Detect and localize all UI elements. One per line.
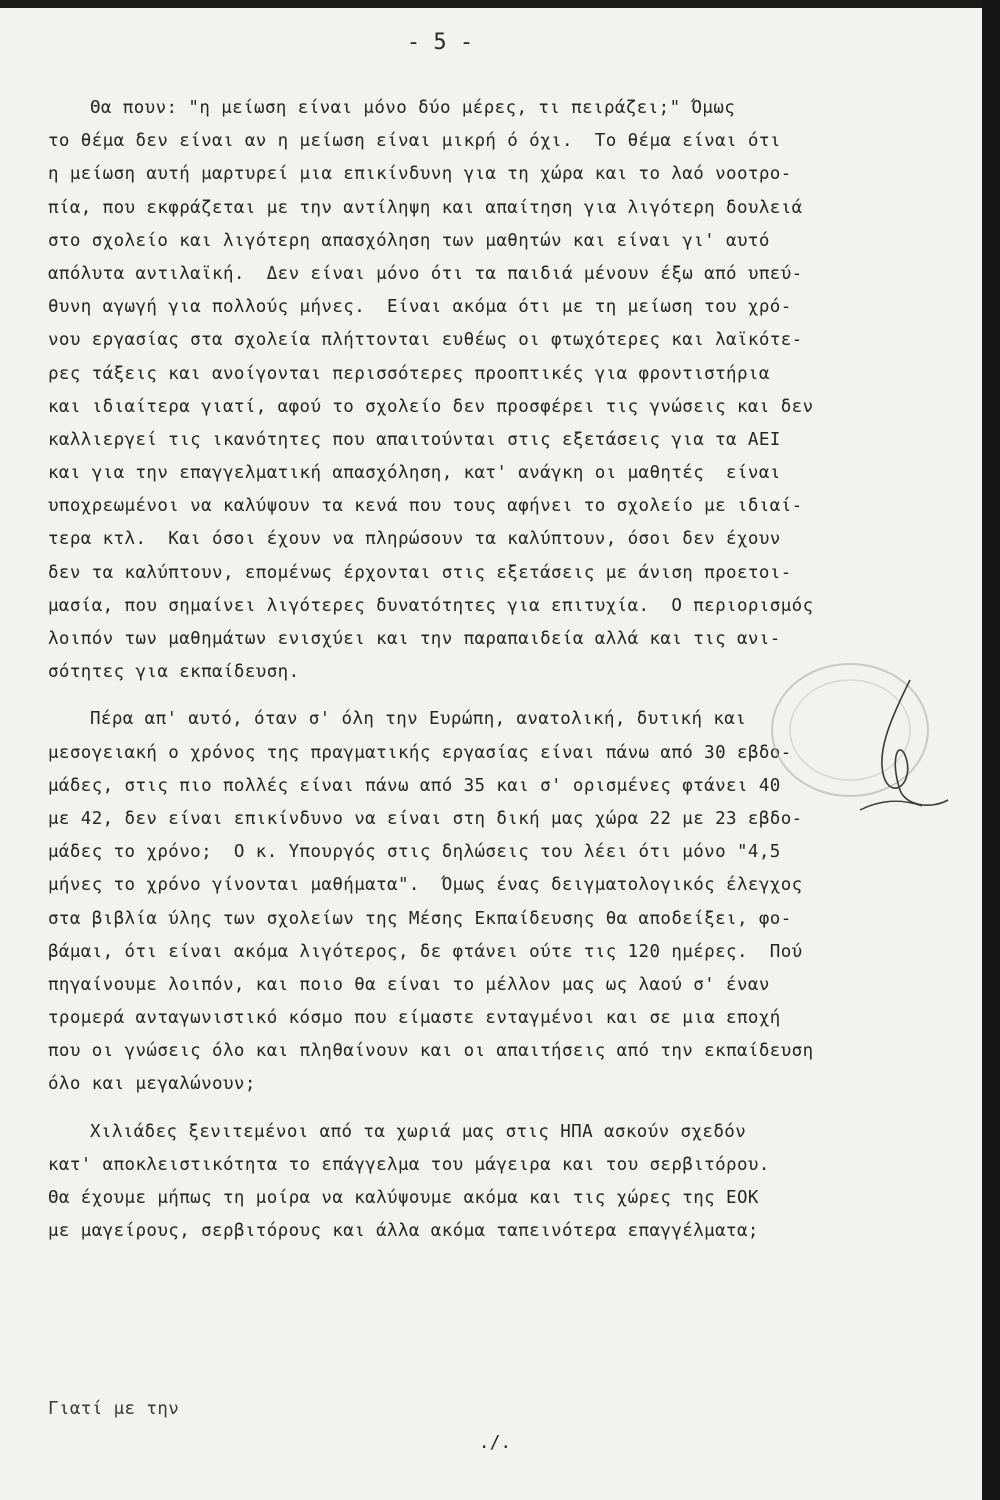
text-line: καλλιεργεί τις ικανότητες που απαιτούνται στις εξετάσεις για τα ΑΕΙ (48, 429, 781, 450)
text-line: το θέμα δεν είναι αν η μείωση είναι μικρή ό όχι. Το θέμα είναι ότι (48, 131, 781, 152)
text-line: με μαγείρους, σερβιτόρους και άλλα ακόμα ταπεινότερα επαγγέλματα; (48, 1221, 759, 1242)
text-line: μάδες το χρόνο; Ο κ. Υπουργός στις δηλώσεις του λέει ότι μόνο "4,5 (48, 842, 781, 863)
text-line: νου εργασίας στα σχολεία πλήττονται ευθέως οι φτωχότερες και λαϊκότε- (48, 330, 803, 351)
text-line: Θα έχουμε μήπως τη μοίρα να καλύψουμε ακόμα και τις χώρες της ΕΟΚ (48, 1188, 759, 1208)
text-line: μήνες το χρόνο γίνονται μαθήματα". Όμως ένας δειγματολογικός έλεγχος (48, 875, 803, 896)
text-line: μεσογειακή ο χρόνος της πραγματικής εργασίας είναι πάνω από 30 εβδο- (48, 742, 792, 763)
text-line: λοιπόν των μαθημάτων ενισχύει και την παραπαιδεία αλλά και τις ανι- (48, 629, 781, 649)
continuation-mark: ./. (478, 1432, 512, 1453)
text-line: τρομερά ανταγωνιστικό κόσμο που είμαστε ενταγμένοι και σε μια εποχή (48, 1008, 781, 1029)
text-line: σότητες για εκπαίδευση. (48, 662, 300, 683)
text-line: μάδες, στις πιο πολλές είναι πάνω από 35 και σ' ορισμένες φτάνει 40 (48, 775, 781, 796)
text-line: ρες τάξεις και ανοίγονται περισσότερες προοπτικές για φροντιστήρια (48, 363, 770, 384)
text-line: η μείωση αυτή μαρτυρεί μια επικίνδυνη για τη χώρα και το λαό νοοτρο- (48, 164, 792, 185)
text-line: που οι γνώσεις όλο και πληθαίνουν και οι απαιτήσεις από την εκπαίδευση (48, 1041, 814, 1062)
text-line: απόλυτα αντιλαϊκή. Δεν είναι μόνο ότι τα παιδιά μένουν έξω από υπεύ- (48, 263, 803, 284)
page-number: - 5 - (406, 30, 474, 55)
text-line: και ιδιαίτερα γιατί, αφού το σχολείο δεν προσφέρει τις γνώσεις και δεν (48, 396, 814, 417)
scan-right-border (982, 0, 1000, 1500)
text-line: θυνη αγωγή για πολλούς μήνες. Είναι ακόμα ότι με τη μείωση του χρό- (48, 297, 792, 318)
text-line: και για την επαγγελματική απασχόληση, κατ' ανάγκη οι μαθητές είναι (48, 463, 781, 484)
text-line: Θα πουν: "η μείωση είναι μόνο δύο μέρες, τι πειράζει;" Όμως (90, 98, 736, 118)
text-line: τερα κτλ. Και όσοι έχουν να πληρώσουν τα καλύπτουν, όσοι δεν έχουν (48, 529, 781, 550)
text-line: βάμαι, ότι είναι ακόμα λιγότερος, δε φτάνει ούτε τις 120 ημέρες. Πού (48, 941, 803, 962)
text-line: με 42, δεν είναι επικίνδυνο να είναι στη δική μας χώρα 22 με 23 εβδο- (48, 808, 803, 829)
body-text (0, 92, 980, 1248)
text-line: δεν τα καλύπτουν, επομένως έρχονται στις εξετάσεις με άνιση προετοι- (48, 562, 792, 583)
text-line: Πέρα απ' αυτό, όταν σ' όλη την Ευρώπη, ανατολική, δυτική και (90, 709, 747, 730)
text-line: στο σχολείο και λιγότερη απασχόληση των μαθητών και είναι γι' αυτό (48, 230, 770, 251)
text-line: Χιλιάδες ξενιτεμένοι από τα χωριά μας στις ΗΠΑ ασκούν σχεδόν (90, 1121, 747, 1142)
text-line: πία, που εκφράζεται με την αντίληψη και απαίτηση για λιγότερη δουλειά (48, 197, 803, 218)
text-line: στα βιβλία ύλης των σχολείων της Μέσης Εκπαίδευσης θα αποδείξει, φο- (48, 908, 792, 929)
scan-top-border (0, 0, 1000, 8)
text-line: κατ' αποκλειστικότητα το επάγγελμα του μάγειρα και του σερβιτόρου. (48, 1154, 770, 1175)
text-line: πηγαίνουμε λοιπόν, και ποιο θα είναι το μέλλον μας ως λαού σ' έναν (48, 974, 770, 995)
overstruck-text: Γιατί με την (48, 1399, 180, 1419)
text-line: όλο και μεγαλώνουν; (48, 1074, 256, 1095)
text-line: υποχρεωμένοι να καλύψουν τα κενά που τους αφήνει το σχολείο με ιδιαί- (48, 496, 803, 517)
text-line: μασία, που σημαίνει λιγότερες δυνατότητες για επιτυχία. Ο περιορισμός (48, 595, 814, 616)
